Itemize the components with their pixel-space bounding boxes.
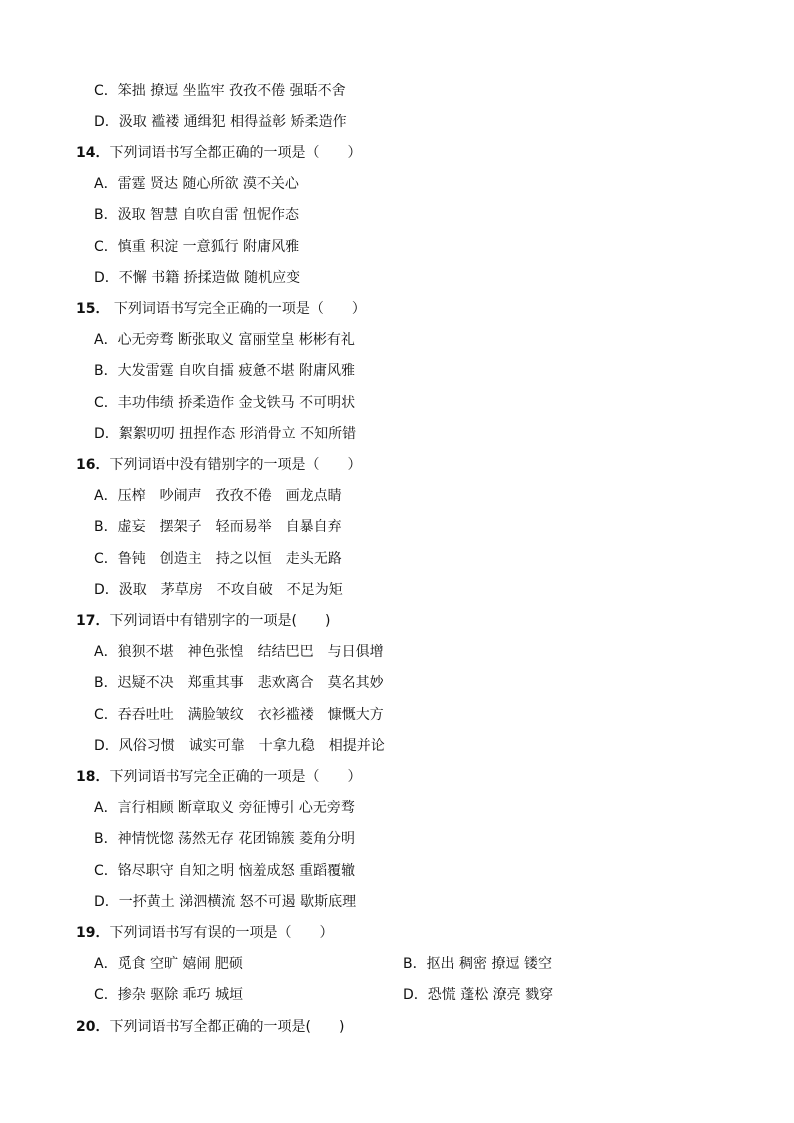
option-text: A．狼狈不堪 神色张惶 结结巴巴 与日俱增 [94, 644, 384, 660]
question-text: 下列词语中没有错别字的一项是（ ） [109, 457, 362, 473]
option-text: B．汲取 智慧 自吹自雷 忸怩作态 [94, 207, 299, 223]
option-text: D．风俗习惯 诚实可靠 十拿九稳 相提并论 [94, 738, 385, 754]
option-text: D．一抔黄土 涕泗横流 怒不可遏 歇斯底理 [94, 894, 357, 910]
option-c-q16 [94, 549, 342, 569]
option-c-q13 [94, 81, 346, 101]
option-a-q14 [94, 174, 299, 194]
option-text: B．大发雷霆 自吹自擂 疲惫不堪 附庸风雅 [94, 363, 355, 379]
question-18 [76, 767, 361, 787]
option-c-q17 [94, 705, 384, 725]
question-text: 下列词语书写完全正确的一项是（ ） [109, 769, 362, 785]
option-text: C．慎重 积淀 一意狐行 附庸风雅 [94, 239, 300, 255]
option-c-q15 [94, 393, 355, 413]
question-text: 下列词语书写全都正确的一项是( ) [109, 1019, 345, 1035]
option-a-q15 [94, 330, 355, 350]
option-text: A．雷霆 贤达 随心所欲 漠不关心 [94, 176, 299, 192]
option-d-q15 [94, 424, 356, 444]
question-text: 下列词语书写全都正确的一项是（ ） [109, 145, 362, 161]
question-number: 16． [76, 457, 110, 473]
option-text: D．汲取 褴褛 通缉犯 相得益彰 矫柔造作 [94, 114, 347, 130]
option-text: A．言行相顾 断章取义 旁征博引 心无旁骛 [94, 800, 355, 816]
option-text: D．不懈 书籍 挢揉造做 随机应变 [94, 270, 301, 286]
option-text: D．恐慌 蓬松 潦亮 戮穿 [403, 987, 554, 1003]
option-b-q18 [94, 829, 355, 849]
option-b-q14 [94, 205, 299, 225]
option-d-q13 [94, 112, 347, 132]
question-15 [76, 299, 366, 319]
option-c-q18 [94, 861, 355, 881]
option-c-q19 [94, 985, 243, 1005]
option-text: B．神情恍惚 荡然无存 花团锦簇 菱角分明 [94, 831, 355, 847]
option-b-q17 [94, 673, 384, 693]
question-17 [76, 611, 330, 631]
option-c-q14 [94, 237, 299, 257]
option-text: C．吞吞吐吐 满脸皱纹 衣衫褴褛 慷慨大方 [94, 707, 384, 723]
question-19 [76, 923, 333, 943]
option-text: C．鲁钝 创造主 持之以恒 走头无路 [94, 551, 342, 567]
question-14 [76, 143, 361, 163]
question-number: 15． [76, 301, 110, 317]
option-text: B．虚妄 摆架子 轻而易举 自暴自弃 [94, 519, 342, 535]
option-a-q16 [94, 486, 342, 506]
option-text: A．觅食 空旷 嬉闹 肥硕 [94, 956, 243, 972]
question-text: 下列词语书写有误的一项是（ ） [109, 925, 334, 941]
option-text: C．铬尽职守 自知之明 恼羞成怒 重蹈覆辙 [94, 863, 356, 879]
question-text: 下列词语书写完全正确的一项是（ ） [109, 301, 366, 317]
option-d-q18 [94, 892, 356, 912]
question-20 [76, 1017, 344, 1037]
question-number: 18． [76, 769, 110, 785]
option-b-q15 [94, 361, 355, 381]
option-b-q19 [403, 954, 552, 974]
option-d-q17 [94, 736, 385, 756]
question-number: 19． [76, 925, 110, 941]
option-text: C．笨拙 撩逗 坐监牢 孜孜不倦 强聒不舍 [94, 83, 346, 99]
question-16 [76, 455, 361, 475]
option-text: A．压榨 吵闹声 孜孜不倦 画龙点睛 [94, 488, 342, 504]
option-text: C．丰功伟绩 挢柔造作 金戈铁马 不可明状 [94, 395, 356, 411]
question-text: 下列词语中有错别字的一项是( ) [109, 613, 331, 629]
option-text: A．心无旁骛 断张取义 富丽堂皇 彬彬有礼 [94, 332, 355, 348]
option-d-q16 [94, 580, 343, 600]
option-text: B．抠出 稠密 撩逗 镂空 [403, 956, 552, 972]
question-number: 14． [76, 145, 110, 161]
option-d-q14 [94, 268, 300, 288]
question-number: 20． [76, 1019, 110, 1035]
option-text: C．掺杂 驱除 乖巧 城垣 [94, 987, 244, 1003]
option-text: D．汲取 茅草房 不攻自破 不足为矩 [94, 582, 343, 598]
option-a-q17 [94, 642, 384, 662]
option-d-q19 [403, 985, 553, 1005]
option-a-q19 [94, 954, 243, 974]
option-text: B．迟疑不决 郑重其事 悲欢离合 莫名其妙 [94, 675, 384, 691]
question-number: 17． [76, 613, 110, 629]
option-text: D．絮絮叨叨 扭捏作态 形消骨立 不知所错 [94, 426, 357, 442]
option-a-q18 [94, 798, 355, 818]
option-b-q16 [94, 517, 342, 537]
